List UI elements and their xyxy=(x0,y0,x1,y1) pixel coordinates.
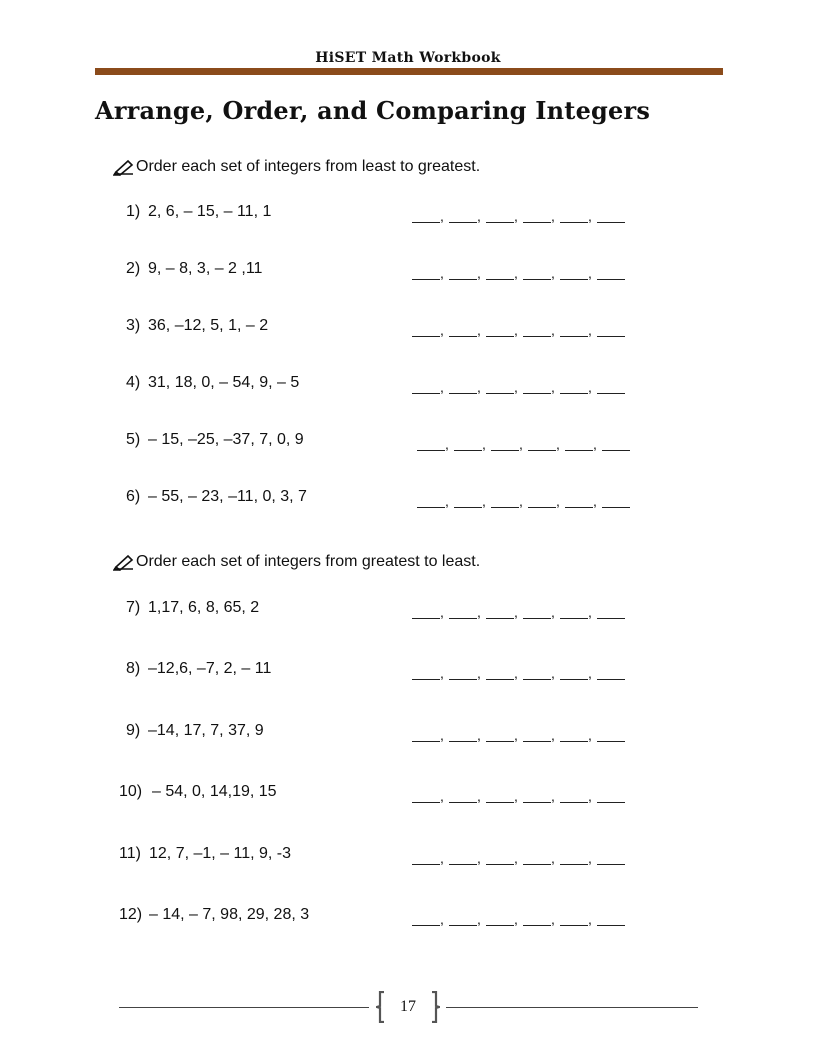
answer-blanks[interactable]: , , , , , xyxy=(412,845,625,865)
answer-blanks[interactable]: , , , , , xyxy=(412,260,625,280)
instruction-greatest-to-least xyxy=(113,553,480,571)
footer-rule-right xyxy=(446,1007,698,1008)
problem-row xyxy=(0,201,816,223)
right-bracket-icon xyxy=(430,991,440,1023)
left-bracket-icon xyxy=(376,991,386,1023)
problem-number: 4) xyxy=(126,374,141,391)
problem-values: – 54, 0, 14,19, 15 xyxy=(152,783,277,800)
problem-values: – 15, –25, –37, 7, 0, 9 xyxy=(148,431,304,448)
problem-number: 5) xyxy=(126,431,141,448)
pencil-icon xyxy=(113,158,135,176)
problem-number: 11) xyxy=(119,845,141,862)
page-number: 17 xyxy=(400,998,416,1015)
problem-values: –14, 17, 7, 37, 9 xyxy=(148,722,264,739)
problem-row xyxy=(0,781,816,803)
answer-blanks[interactable]: , , , , , xyxy=(412,660,625,680)
answer-blanks[interactable]: , , , , , xyxy=(412,906,625,926)
problem-number: 3) xyxy=(126,317,141,334)
footer-rule-left xyxy=(119,1007,369,1008)
problem-values: 31, 18, 0, – 54, 9, – 5 xyxy=(148,374,300,391)
instruction-least-to-greatest xyxy=(113,158,480,176)
problem-row xyxy=(0,597,816,619)
problem-row xyxy=(0,904,816,926)
problem-row xyxy=(0,720,816,742)
pencil-icon xyxy=(113,553,135,571)
instruction-text: Order each set of integers from least to greatest. xyxy=(136,158,481,175)
problem-row xyxy=(0,258,816,280)
answer-blanks[interactable]: , , , , , xyxy=(412,783,625,803)
problem-values: 36, –12, 5, 1, – 2 xyxy=(148,317,269,334)
problem-number: 9) xyxy=(126,722,141,739)
problem-number: 7) xyxy=(126,599,141,616)
answer-blanks[interactable]: , , , , , xyxy=(417,431,630,451)
problem-values: 9, – 8, 3, – 2 ,11 xyxy=(148,260,263,277)
page-title: Arrange, Order, and Comparing Integers xyxy=(95,96,651,125)
workbook-title: HiSET Math Workbook xyxy=(315,50,501,66)
answer-blanks[interactable]: , , , , , xyxy=(412,599,625,619)
problem-number: 8) xyxy=(126,660,141,677)
problem-row xyxy=(0,843,816,865)
problem-number: 10) xyxy=(119,783,143,800)
problem-number: 1) xyxy=(126,203,141,220)
problem-values: 2, 6, – 15, – 11, 1 xyxy=(148,203,272,220)
answer-blanks[interactable]: , , , , , xyxy=(412,203,625,223)
answer-blanks[interactable]: , , , , , xyxy=(412,374,625,394)
problem-row xyxy=(0,429,816,451)
header-rule xyxy=(95,68,723,75)
problem-row xyxy=(0,315,816,337)
instruction-text: Order each set of integers from greatest to least. xyxy=(136,553,481,570)
problem-number: 2) xyxy=(126,260,141,277)
problem-row xyxy=(0,372,816,394)
problem-number: 6) xyxy=(126,488,141,505)
problem-row xyxy=(0,486,816,508)
problem-values: – 55, – 23, –11, 0, 3, 7 xyxy=(148,488,307,505)
problem-values: –12,6, –7, 2, – 11 xyxy=(148,660,272,677)
answer-blanks[interactable]: , , , , , xyxy=(412,722,625,742)
answer-blanks[interactable]: , , , , , xyxy=(417,488,630,508)
answer-blanks[interactable]: , , , , , xyxy=(412,317,625,337)
problem-values: – 14, – 7, 98, 29, 28, 3 xyxy=(149,906,310,923)
problem-number: 12) xyxy=(119,906,143,923)
problem-row xyxy=(0,658,816,680)
problem-values: 1,17, 6, 8, 65, 2 xyxy=(148,599,260,616)
problem-values: 12, 7, –1, – 11, 9, -3 xyxy=(149,845,292,862)
